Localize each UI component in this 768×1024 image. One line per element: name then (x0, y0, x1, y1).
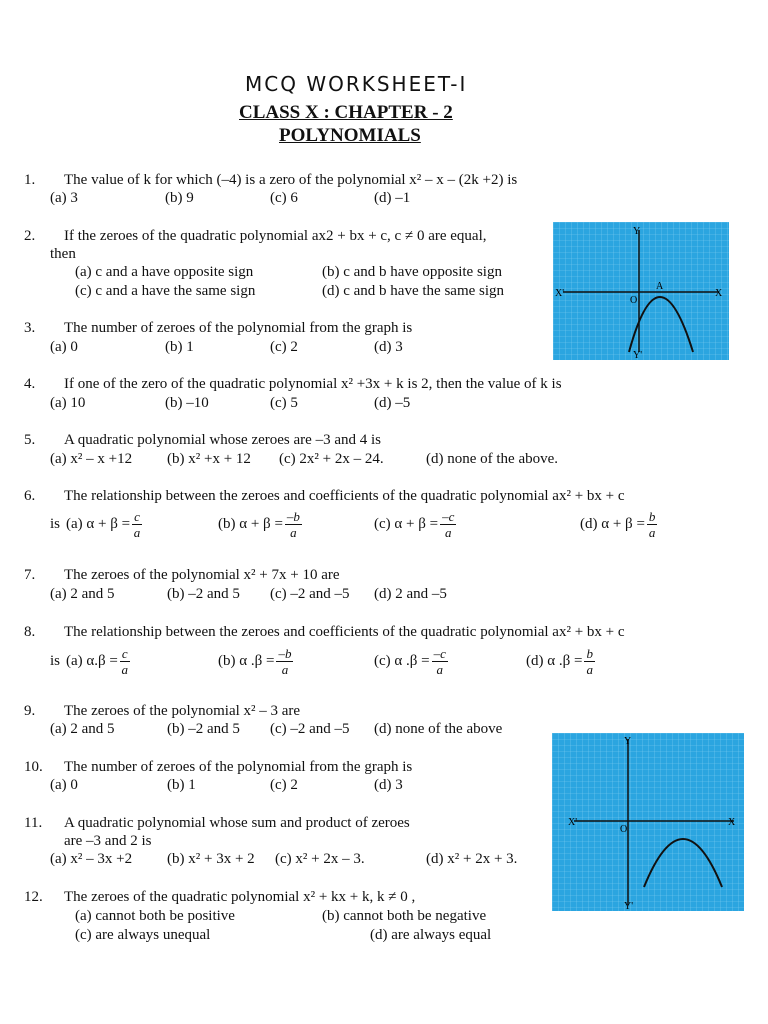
option-a: (a) 2 and 5 (50, 586, 115, 602)
option-b: (b) c and b have opposite sign (322, 264, 502, 280)
options-prefix: is (50, 516, 61, 532)
question-text: The zeroes of the polynomial x² – 3 are (64, 703, 301, 719)
question-number: 12. (24, 889, 43, 905)
parabola-graph-2 (552, 733, 744, 911)
option-c: (c) 2 (270, 777, 298, 793)
option-b: (b) x² +x + 12 (167, 451, 251, 467)
question-number: 8. (24, 624, 36, 640)
question-text-cont: are –3 and 2 is (64, 833, 152, 849)
option-b: (b) –2 and 5 (167, 721, 240, 737)
x-prime-label: X' (568, 817, 578, 828)
option-a: (a) x² – 3x +2 (50, 851, 133, 867)
question-text-cont: then (50, 246, 76, 262)
option-d: (d) c and b have the same sign (322, 283, 505, 299)
option-b: (b) 9 (165, 190, 194, 206)
question-number: 10. (24, 759, 43, 775)
option-c: (c) 2 (270, 339, 298, 355)
vertex-label: A (656, 281, 664, 292)
question-number: 5. (24, 432, 36, 448)
option-c: (c) 5 (270, 395, 298, 411)
option-d: (d) α .β = $\frac{b}{a}$ (526, 646, 593, 677)
question-number: 7. (24, 567, 36, 583)
options-prefix: is (50, 653, 61, 669)
question-text: The zeroes of the quadratic polynomial x² + kx + k, k ≠ 0 , (64, 889, 416, 905)
option-a: (a) cannot both be positive (75, 908, 235, 924)
option-a: (a) 3 (50, 190, 78, 206)
option-d: (d) none of the above (374, 721, 503, 737)
question-number: 3. (24, 320, 36, 336)
origin-label: O (620, 824, 628, 835)
y-prime-label: Y' (624, 901, 634, 911)
option-a: (a) 2 and 5 (50, 721, 115, 737)
x-prime-label: X' (555, 288, 565, 299)
option-b: (b) cannot both be negative (322, 908, 487, 924)
question-number: 1. (24, 172, 36, 188)
option-a: (a) α + β = $\frac{c}{a}$ (66, 509, 141, 540)
option-b: (b) x² + 3x + 2 (167, 851, 255, 867)
option-c: (c) 6 (270, 190, 298, 206)
option-c: (c) –2 and –5 (270, 586, 350, 602)
question-number: 11. (24, 815, 43, 831)
option-d: (d) –1 (374, 190, 411, 206)
origin-label: O (630, 295, 638, 306)
graph-q10 (552, 733, 744, 911)
option-c: (c) c and a have the same sign (75, 283, 256, 299)
option-b: (b) α + β = $\frac{-b}{a}$ (218, 509, 300, 540)
option-a: (a) x² – x +12 (50, 451, 133, 467)
option-a: (a) 0 (50, 339, 78, 355)
question-number: 2. (24, 228, 36, 244)
option-b: (b) –2 and 5 (167, 586, 240, 602)
option-d: (d) x² + 2x + 3. (426, 851, 518, 867)
question-text: The zeroes of the polynomial x² + 7x + 10 are (64, 567, 340, 583)
option-a: (a) α.β = $\frac{c}{a}$ (66, 646, 128, 677)
topic-title: POLYNOMIALS (279, 125, 421, 146)
question-text: The value of k for which (–4) is a zero of the polynomial x² – x – (2k +2) is (64, 172, 518, 188)
option-d: (d) are always equal (370, 927, 492, 943)
option-c: (c) α + β = $\frac{-c}{a}$ (374, 509, 455, 540)
y-prime-label: Y' (633, 350, 643, 360)
y-label: Y (624, 736, 632, 747)
question-text: A quadratic polynomial whose sum and product of zeroes (64, 815, 410, 831)
option-a: (a) 10 (50, 395, 86, 411)
question-text: The relationship between the zeroes and coefficients of the quadratic polynomial ax² + bx + c (64, 624, 625, 640)
x-label: X (728, 817, 736, 828)
option-d: (d) α + β = $\frac{b}{a}$ (580, 509, 656, 540)
option-c: (c) 2x² + 2x – 24. (279, 451, 384, 467)
option-b: (b) 1 (167, 777, 196, 793)
option-c: (c) are always unequal (75, 927, 211, 943)
option-c: (c) x² + 2x – 3. (275, 851, 365, 867)
option-d: (d) none of the above. (426, 451, 559, 467)
x-label: X (715, 288, 723, 299)
question-text: The number of zeroes of the polynomial from the graph is (64, 759, 413, 775)
graph-q3 (553, 222, 729, 360)
y-label: Y (633, 226, 641, 237)
option-c: (c) –2 and –5 (270, 721, 350, 737)
parabola-graph-1 (553, 222, 729, 360)
worksheet-title: MCQ WORKSHEET-I (245, 72, 468, 96)
option-d: (d) 3 (374, 777, 403, 793)
question-text: If the zeroes of the quadratic polynomial ax2 + bx + c, c ≠ 0 are equal, (64, 228, 487, 244)
question-text: If one of the zero of the quadratic polynomial x² +3x + k is 2, then the value of k is (64, 376, 562, 392)
option-d: (d) 3 (374, 339, 403, 355)
question-number: 6. (24, 488, 36, 504)
option-b: (b) –10 (165, 395, 209, 411)
question-number: 9. (24, 703, 36, 719)
option-d: (d) 2 and –5 (374, 586, 447, 602)
option-b: (b) 1 (165, 339, 194, 355)
option-a: (a) 0 (50, 777, 78, 793)
question-text: The number of zeroes of the polynomial from the graph is (64, 320, 413, 336)
question-number: 4. (24, 376, 36, 392)
option-d: (d) –5 (374, 395, 411, 411)
question-text: The relationship between the zeroes and coefficients of the quadratic polynomial ax² + bx + c (64, 488, 625, 504)
chapter-title: CLASS X : CHAPTER - 2 (239, 102, 453, 123)
option-b: (b) α .β = $\frac{-b}{a}$ (218, 646, 292, 677)
question-text: A quadratic polynomial whose zeroes are –3 and 4 is (64, 432, 381, 448)
option-a: (a) c and a have opposite sign (75, 264, 254, 280)
option-c: (c) α .β = $\frac{-c}{a}$ (374, 646, 446, 677)
